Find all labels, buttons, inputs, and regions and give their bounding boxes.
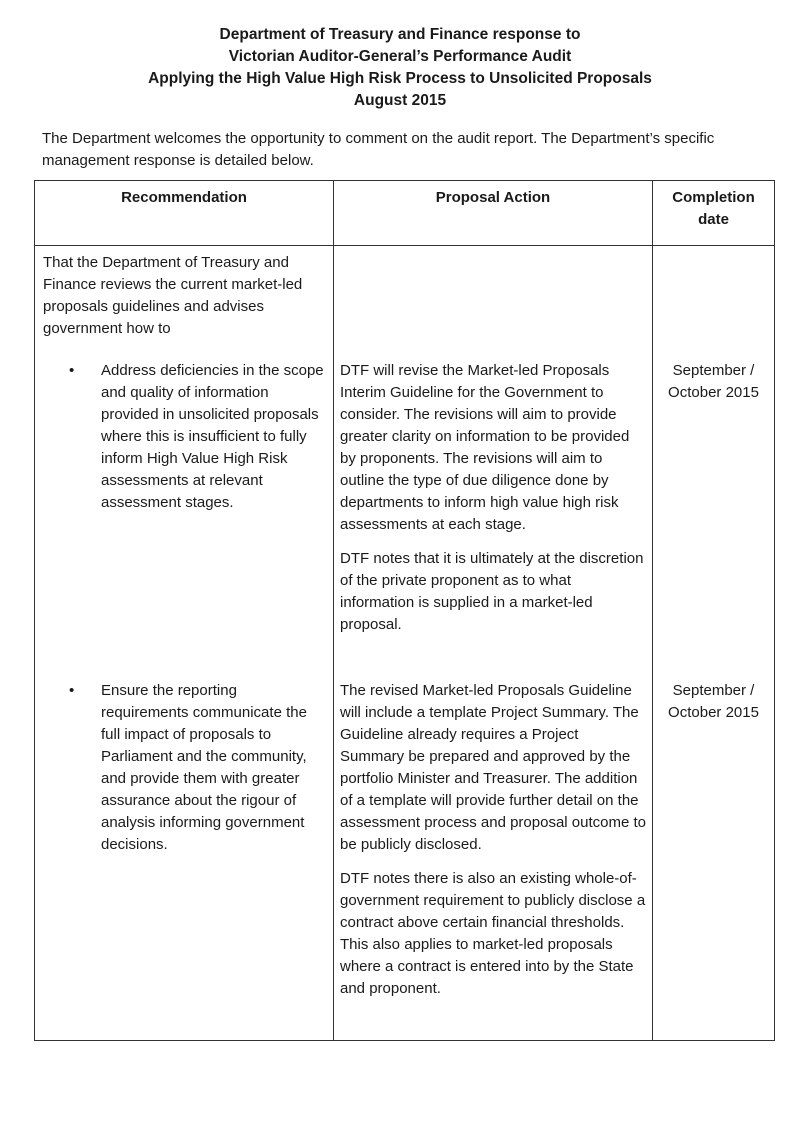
header-proposal-action: Proposal Action [334, 181, 653, 246]
recommendation-intro: That the Department of Treasury and Finance reviews the current market-led proposals guidelines and advises government how to [43, 254, 303, 337]
action-cell [334, 246, 653, 1041]
intro-paragraph: The Department welcomes the opportunity to comment on the audit report. The Department’s specific management response is detailed below. [42, 130, 715, 169]
document-title [0, 24, 800, 112]
table-row [35, 246, 775, 1041]
action-block-1 [334, 360, 652, 680]
header-recommendation: Recommendation [35, 181, 334, 246]
date-cell [653, 246, 775, 1041]
table-header-row [35, 181, 775, 246]
recommendation-cell [35, 246, 334, 1041]
title-line-1: Department of Treasury and Finance response to [219, 26, 581, 43]
bullet-icon: • [69, 682, 75, 699]
recommendation-text-2: Ensure the reporting requirements communicate the full impact of proposals to Parliament and the community, and provide them with greater assurance about the rigour of analysis informing government decisions. [101, 682, 307, 853]
title-line-2: Victorian Auditor-General’s Performance Audit [228, 48, 572, 65]
recommendation-item-2 [35, 680, 333, 1040]
title-line-4: August 2015 [353, 92, 447, 109]
response-table [34, 180, 775, 1041]
action-paragraph-2b: DTF notes there is also an existing whole-of-government requirement to publicly disclose a contract above certain financial thresholds. This also applies to market-led proposals where a contract is entered into by the State and proponent. [340, 870, 646, 997]
action-paragraph-1a: DTF will revise the Market-led Proposals Interim Guideline for the Government to consider. The revisions will aim to provide greater clarity on information to be provided by proponents. The revisions will aim to outline the type of due diligence done by departments to inform high value high risk assessments at each stage. [340, 362, 630, 533]
completion-date-2: September / October 2015 [668, 682, 759, 721]
title-line-3: Applying the High Value High Risk Process to Unsolicited Proposals [148, 70, 652, 87]
header-completion-date: Completion date [653, 181, 775, 246]
action-paragraph-1b: DTF notes that it is ultimately at the discretion of the private proponent as to what information is supplied in a market-led proposal. [340, 550, 644, 633]
action-block-2 [334, 680, 652, 1040]
recommendation-item-1 [35, 360, 333, 680]
recommendation-text-1: Address deficiencies in the scope and quality of information provided in unsolicited proposals where this is insufficient to fully inform High Value High Risk assessments at relevant assessment stages. [101, 362, 324, 511]
action-paragraph-2a: The revised Market-led Proposals Guideline will include a template Project Summary. The Guideline already requires a Project Summary be prepared and approved by the portfolio Minister and Treasurer. The addition of a template will provide further detail on the assessment process and proposal outcome to be publicly disclosed. [340, 682, 646, 853]
bullet-icon: • [69, 362, 75, 379]
completion-date-1: September / October 2015 [668, 362, 759, 401]
